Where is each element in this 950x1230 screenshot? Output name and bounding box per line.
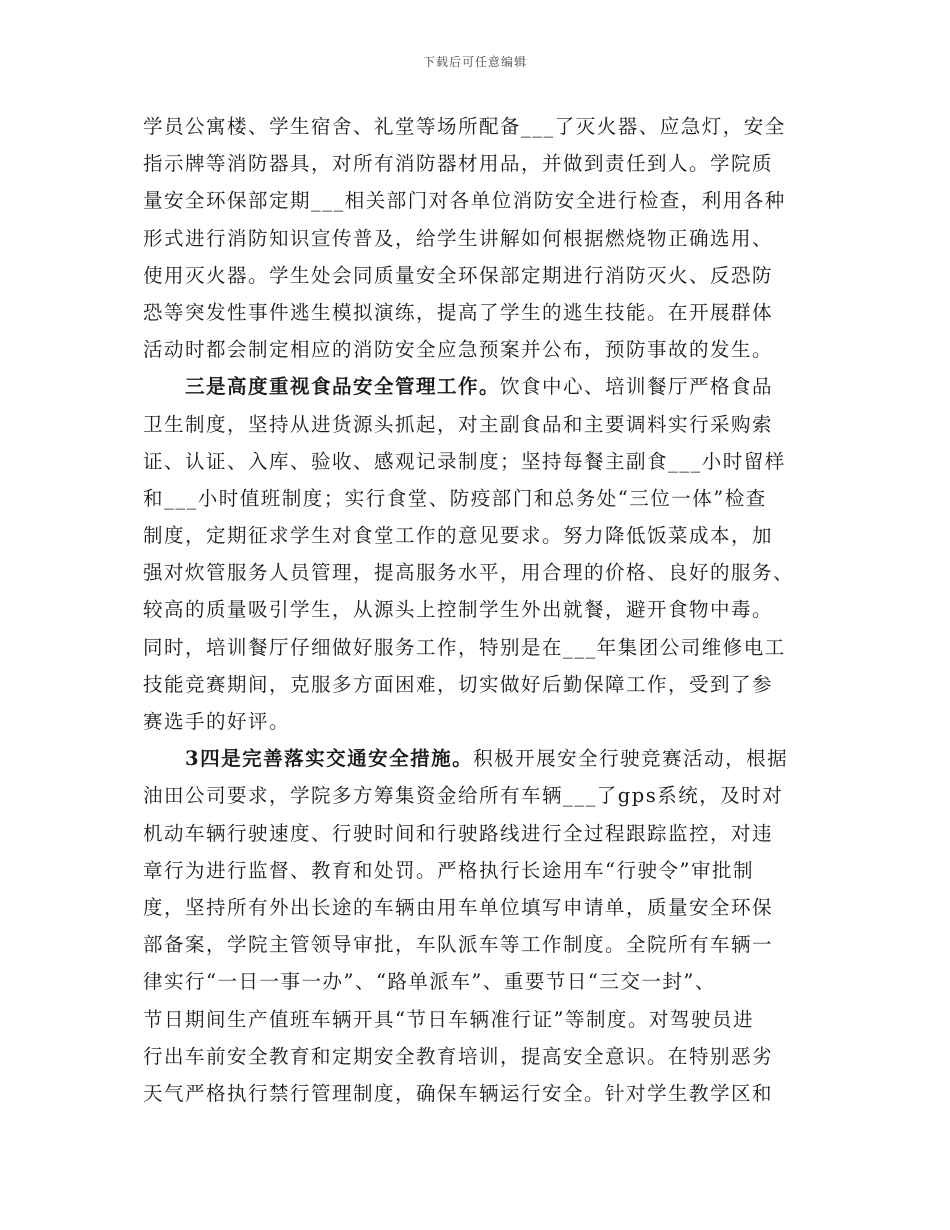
- text-line: 同时，培训餐厅仔细做好服务工作，特别是在___年集团公司维修电工: [143, 635, 786, 659]
- text-span: 饮食中心、培训餐厅严格食品: [500, 375, 774, 399]
- text-line: 技能竞赛期间，克服多方面困难，切实做好后勤保障工作，受到了参: [143, 672, 774, 696]
- text-line: 节日期间生产值班车辆开具“节日车辆准行证”等制度。对驾驶员进: [143, 1007, 754, 1031]
- text-line: 机动车辆行驶速度、行驶时间和行驶路线进行全过程跟踪监控，对违: [143, 821, 774, 845]
- text-line: 较高的质量吸引学生，从源头上控制学生外出就餐，避开食物中毒。: [143, 598, 774, 622]
- text-line: 使用灭火器。学生处会同质量安全环保部定期进行消防灭火、反恐防: [143, 263, 774, 287]
- text-line: 章行为进行监督、教育和处罚。严格执行长途用车“行驶令”审批制: [143, 858, 754, 882]
- text-line: 天气严格执行禁行管理制度，确保车辆运行安全。针对学生教学区和: [143, 1081, 774, 1105]
- text-line: 量安全环保部定期___相关部门对各单位消防安全进行检查，利用各种: [143, 189, 786, 213]
- text-line: 制度，定期征求学生对食堂工作的意见要求。努力降低饭菜成本，加: [143, 524, 774, 548]
- text-line: 活动时都会制定相应的消防安全应急预案并公布，预防事故的发生。: [143, 338, 774, 362]
- page-header-note: 下载后可任意编辑: [422, 55, 527, 69]
- paragraph-fire-safety: [143, 108, 811, 368]
- text-line: 部备案，学院主管领导审批，车队派车等工作制度。全院所有车辆一: [143, 933, 774, 957]
- text-line-first: [143, 368, 811, 405]
- text-line: 行出车前安全教育和定期安全教育培训，提高安全意识。在特别恶劣: [143, 1044, 774, 1068]
- paragraph-food-safety: [143, 368, 811, 740]
- text-line: 恐等突发性事件逃生模拟演练，提高了学生的逃生技能。在开展群体: [143, 300, 774, 324]
- text-line: 卫生制度，坚持从进货源头抓起，对主副食品和主要调料实行采购索: [143, 412, 774, 436]
- text-line: 形式进行消防知识宣传普及，给学生讲解如何根据燃烧物正确选用、: [143, 226, 774, 250]
- text-span: 积极开展安全行驶竞赛活动，根据: [473, 747, 789, 771]
- text-line: 和___小时值班制度；实行食堂、防疫部门和总务处“三位一体”检查: [143, 486, 767, 510]
- text-line: 度，坚持所有外出长途的车辆由用车单位填写申请单，质量安全环保: [143, 895, 774, 919]
- text-line: 赛选手的好评。: [143, 710, 291, 733]
- paragraph-traffic-safety: [143, 740, 811, 1112]
- text-line: 油田公司要求，学院多方筹集资金给所有车辆___了gps系统，及时对: [143, 784, 784, 808]
- text-line: 律实行“一日一事一办”、“路单派车”、重要节日“三交一封”、: [143, 970, 716, 994]
- document-body: [143, 108, 811, 1112]
- text-line: 指示牌等消防器具，对所有消防器材用品，并做到责任到人。学院质: [143, 152, 774, 176]
- text-line: 强对炊管服务人员管理，提高服务水平，用合理的价格、良好的服务、: [143, 561, 795, 585]
- text-line-first: [143, 740, 811, 777]
- text-line: 学员公寓楼、学生宿舍、礼堂等场所配备___了灭火器、应急灯，安全: [143, 115, 786, 138]
- paragraph-heading: 3四是完善落实交通安全措施。: [185, 747, 474, 771]
- paragraph-heading: 三是高度重视食品安全管理工作。: [185, 375, 501, 399]
- text-line: 证、认证、入库、验收、感观记录制度；坚持每餐主副食___小时留样: [143, 449, 786, 473]
